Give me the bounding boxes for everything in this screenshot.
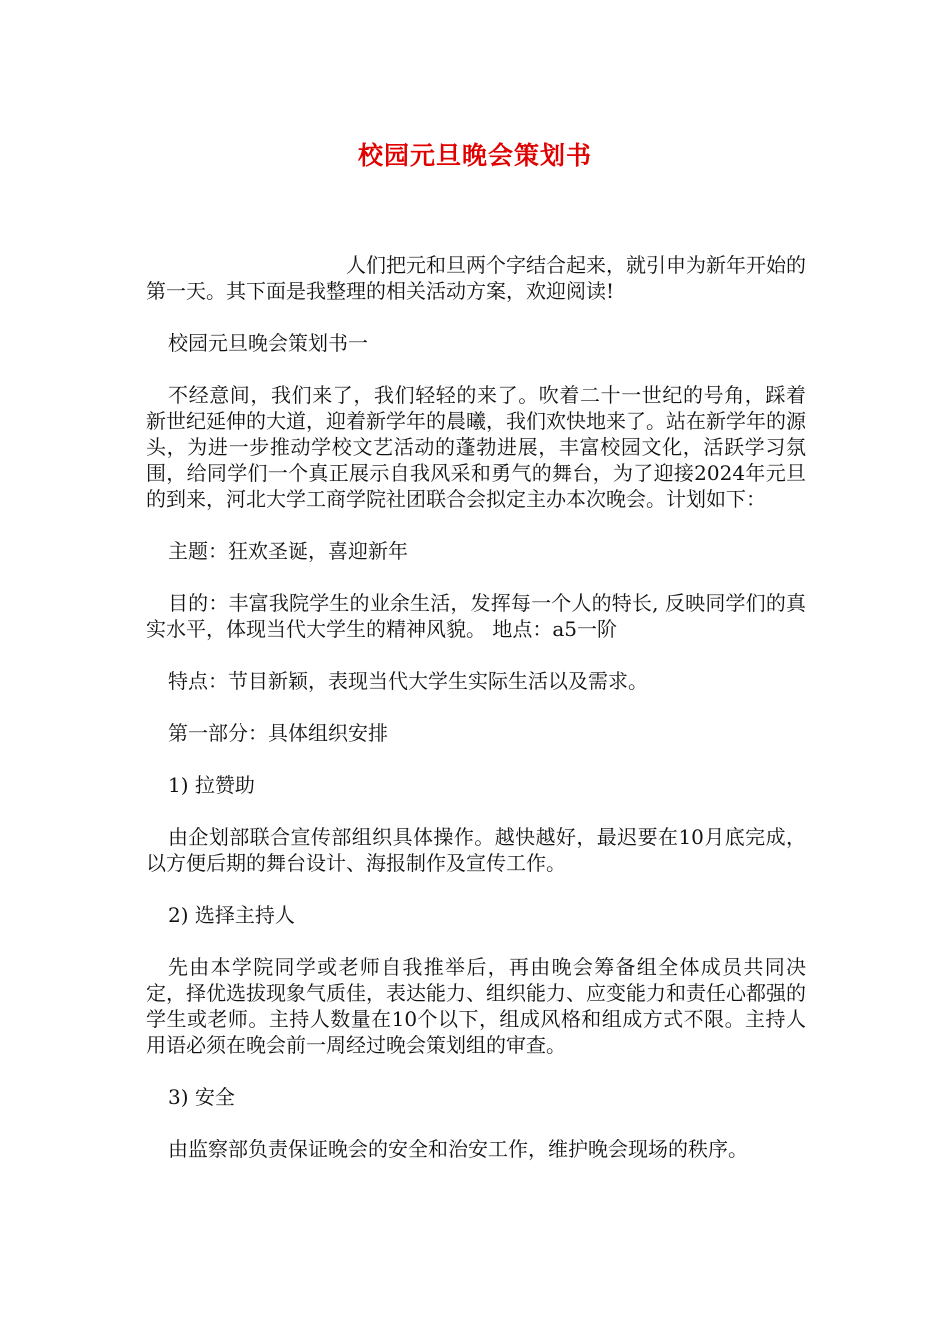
part-heading: 第一部分：具体组织安排 xyxy=(168,721,388,745)
section-heading: 校园元旦晚会策划书一 xyxy=(168,331,368,355)
item-heading-sponsorship: 1) 拉赞助 xyxy=(168,773,255,797)
intro-paragraph: 人们把元和旦两个字结合起来，就引申为新年开始的第一天。其下面是我整理的相关活动方案，欢迎阅读! xyxy=(146,253,806,303)
item-heading-safety: 3) 安全 xyxy=(168,1085,235,1109)
purpose-line: 目的：丰富我院学生的业余生活，发挥每一个人的特长, 反映同学们的真实水平，体现当代大学生的精神风貌。 地点：a5一阶 xyxy=(146,591,806,641)
body-paragraph: 先由本学院同学或老师自我推举后，再由晚会筹备组全体成员共同决定，择优选拔现象气质佳，表达能力、组织能力、应变能力和责任心都强的学生或老师。主持人数量在10个以下，组成风格和组成方式不限。主持人用语必须在晚会前一周经过晚会策划组的审查。 xyxy=(146,955,806,1057)
theme-line: 主题：狂欢圣诞，喜迎新年 xyxy=(168,539,408,563)
document-body xyxy=(146,252,806,1188)
body-paragraph: 不经意间，我们来了，我们轻轻的来了。吹着二十一世纪的号角，踩着新世纪延伸的大道，迎着新学年的晨曦，我们欢快地来了。站在新学年的源头，为进一步推动学校文艺活动的蓬勃进展，丰富校园文化，活跃学习氛围，给同学们一个真正展示自我风采和勇气的舞台，为了迎接2024年元旦的到来，河北大学工商学院社团联合会拟定主办本次晚会。计划如下： xyxy=(146,383,806,511)
feature-line: 特点：节目新颖，表现当代大学生实际生活以及需求。 xyxy=(168,669,648,693)
body-paragraph: 由企划部联合宣传部组织具体操作。越快越好，最迟要在10月底完成，以方便后期的舞台设计、海报制作及宣传工作。 xyxy=(146,825,806,875)
page-title: 校园元旦晚会策划书 xyxy=(357,141,592,170)
body-paragraph: 由监察部负责保证晚会的安全和治安工作，维护晚会现场的秩序。 xyxy=(168,1137,748,1161)
item-heading-host: 2) 选择主持人 xyxy=(168,903,295,927)
